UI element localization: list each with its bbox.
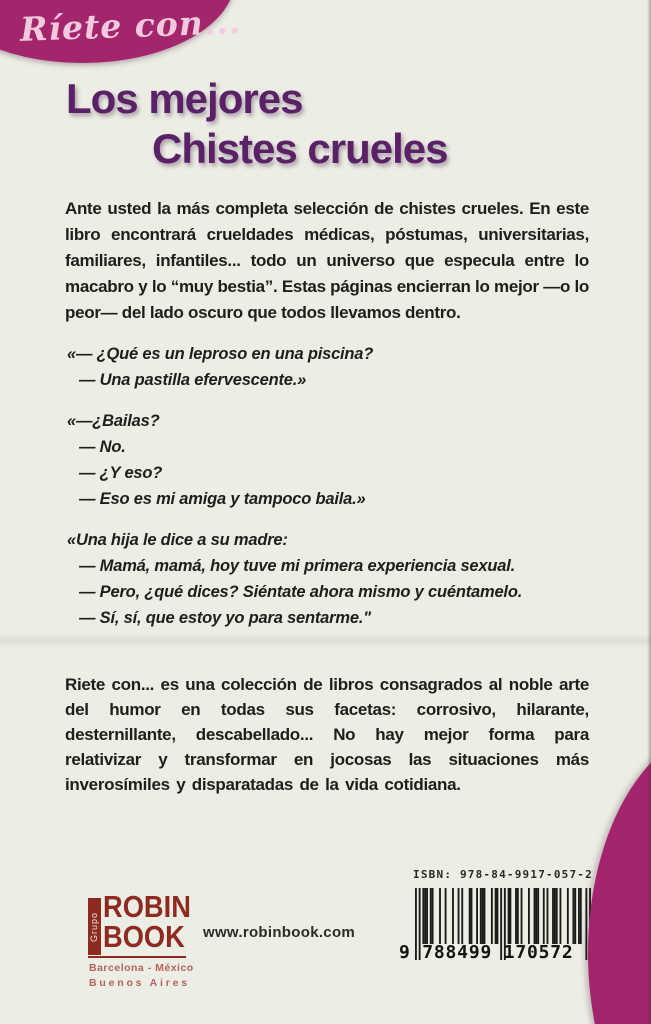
publisher-website: www.robinbook.com: [203, 924, 356, 941]
publisher-name-line1: ROBIN: [103, 889, 191, 924]
joke-line: — ¿Y eso?: [79, 464, 163, 482]
publisher-group-label: Grupo: [89, 911, 99, 942]
joke-line: — Una pastilla efervescente.»: [79, 371, 307, 389]
joke-line: — Eso es mi amiga y tampoco baila.»: [79, 490, 366, 508]
joke-line: «—¿Bailas?: [67, 412, 160, 430]
publisher-logo: [88, 889, 198, 996]
joke-quote: [67, 408, 591, 512]
joke-quote: [67, 527, 591, 631]
page-crease-shadow: [0, 633, 651, 649]
joke-line: — Pero, ¿qué dices? Siéntate ahora mismo y cuéntamelo.: [79, 583, 523, 601]
joke-quote: [67, 341, 591, 393]
joke-line: — Mamá, mamá, hoy tuve mi primera experiencia sexual.: [79, 557, 516, 575]
corner-accent-circle: [588, 728, 651, 1024]
publisher-name-line2: BOOK: [103, 919, 185, 954]
publisher-logo-rule: [88, 956, 186, 958]
page-edge-shadow: [647, 0, 651, 1024]
book-title: [66, 74, 448, 174]
intro-paragraph: Ante usted la más completa selección de chistes crueles. En este libro encontrará crueldades médicas, póstumas, universitarias, familiares, infantiles... todo un universo que especula entre lo macabro y lo “muy bestia”. Estas páginas encierran lo mejor —o lo peor— del lado oscuro que todos llevamos dentro.: [65, 199, 589, 322]
joke-line: «— ¿Qué es un leproso en una piscina?: [67, 345, 374, 363]
book-title-line2: Chistes crueles: [152, 125, 448, 172]
series-blurb-paragraph: Riete con... es una colección de libros consagrados al noble arte del humor en todas sus facetas: corrosivo, hilarante, desternillante, descabellado... No hay mejor forma para relativizar y transformar en jocosas las situaciones más inverosímiles y disparatadas de la vida cotidiana.: [65, 675, 589, 794]
joke-line: «Una hija le dice a su madre:: [67, 531, 288, 549]
publisher-name: [103, 889, 203, 954]
series-title: Ríete con...: [19, 2, 242, 49]
publisher-cities-line1: Barcelona - México: [89, 962, 194, 974]
publisher-logo-spine: [88, 898, 101, 955]
jokes-section: [67, 341, 591, 646]
joke-line: — Sí, sí, que estoy yo para sentarme.": [79, 609, 371, 627]
isbn-label: ISBN: 978-84-9917-057-2: [413, 868, 593, 881]
book-title-line1: Los mejores: [66, 75, 303, 122]
ean-digits: 9 788499 170572: [399, 942, 574, 963]
joke-line: — No.: [79, 438, 126, 456]
publisher-cities-line2: Buenos Aires: [89, 977, 190, 989]
